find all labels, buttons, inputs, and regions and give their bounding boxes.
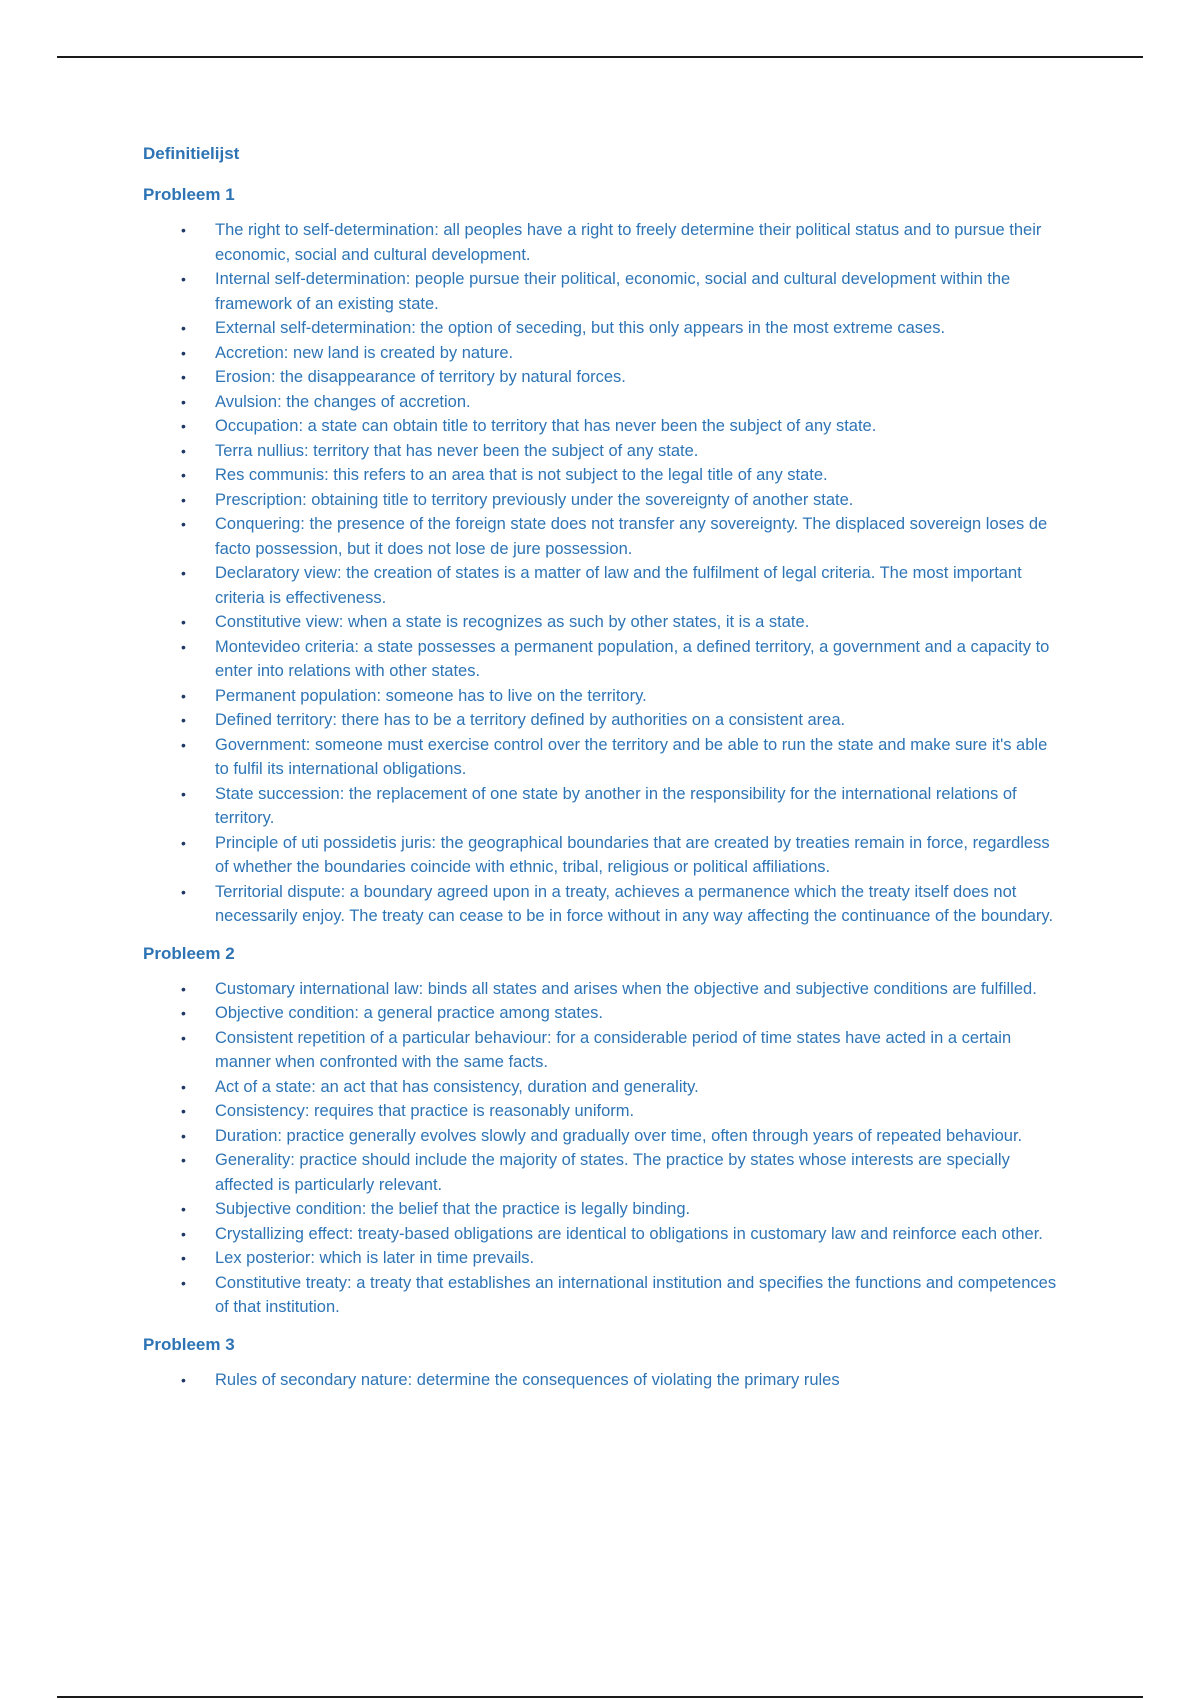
bullet-icon: •	[181, 1371, 186, 1388]
definition-text: Internal self-determination: people pursue their political, economic, social and cultural development within the framework of an existing state.	[215, 270, 1011, 313]
definition-text: Rules of secondary nature: determine the consequences of violating the primary rules	[215, 1370, 840, 1389]
bullet-icon: •	[181, 712, 186, 728]
bullet-icon: •	[181, 1078, 186, 1095]
definition-text: Avulsion: the changes of accretion.	[215, 392, 471, 411]
bullet-icon: •	[181, 614, 186, 630]
sections-container	[143, 184, 1063, 1392]
bullet-icon: •	[181, 834, 186, 851]
definition-text: The right to self-determination: all peoples have a right to freely determine their political status and to pursue their economic, social and cultural development.	[215, 221, 1042, 264]
bullet-icon: •	[181, 1103, 186, 1119]
section-heading: Probleem 1	[143, 185, 235, 204]
definition-item	[181, 1124, 1063, 1149]
bullet-icon: •	[181, 785, 186, 802]
definition-text: Consistent repetition of a particular behaviour: for a considerable period of time states have acted in a certain manner when confronted with the same facts.	[215, 1028, 1012, 1071]
bullet-icon: •	[181, 222, 186, 238]
definition-text: Territorial dispute: a boundary agreed upon in a treaty, achieves a permanence which the treaty itself does not necessarily enjoy. The treaty can cease to be in force without in any way affecting the continuance of the boundary.	[215, 882, 1054, 925]
definition-item	[181, 831, 1063, 880]
definition-item	[181, 1246, 1063, 1271]
definition-text: Constitutive view: when a state is recognizes as such by other states, it is a state.	[215, 613, 810, 631]
bullet-icon: •	[181, 1274, 186, 1291]
definition-item	[181, 414, 1063, 439]
bullet-icon: •	[181, 393, 186, 410]
definition-text: Constitutive treaty: a treaty that establishes an international institution and specifies the functions and competences of that institution.	[215, 1273, 1057, 1316]
bullet-icon: •	[181, 1201, 186, 1217]
document-body	[143, 143, 1063, 1406]
bullet-icon: •	[181, 418, 186, 434]
definition-item	[181, 316, 1063, 341]
bullet-icon: •	[181, 442, 186, 459]
definition-item	[181, 610, 1063, 635]
definition-text: Res communis: this refers to an area that is not subject to the legal title of any state.	[215, 466, 828, 484]
definition-text: Duration: practice generally evolves slowly and gradually over time, often through years of repeated behaviour.	[215, 1126, 1023, 1145]
definition-item	[181, 977, 1063, 1002]
bullet-icon: •	[181, 467, 186, 483]
definition-text: Lex posterior: which is later in time prevails.	[215, 1249, 535, 1267]
definition-text: Defined territory: there has to be a territory defined by authorities on a consistent area.	[215, 711, 846, 729]
bullet-icon: •	[181, 638, 186, 655]
bullet-icon: •	[181, 320, 186, 336]
bullet-icon: •	[181, 980, 186, 997]
definition-item	[181, 1197, 1063, 1222]
definition-text: Accretion: new land is created by nature.	[215, 343, 514, 362]
bullet-icon: •	[181, 565, 186, 581]
definition-list	[143, 977, 1063, 1320]
definition-item	[181, 1271, 1063, 1320]
definition-item	[181, 782, 1063, 831]
bullet-icon: •	[181, 1250, 186, 1266]
definition-text: Conquering: the presence of the foreign state does not transfer any sovereignty. The displaced sovereign loses de facto possession, but it does not lose de jure possession.	[215, 515, 1048, 558]
bullet-icon: •	[181, 344, 186, 361]
bottom-divider	[57, 1696, 1143, 1698]
document-title: Definitielijst	[143, 144, 240, 163]
definition-item	[181, 365, 1063, 390]
definition-item	[181, 439, 1063, 464]
definition-item	[181, 488, 1063, 513]
definition-item	[181, 267, 1063, 316]
definition-item	[181, 1026, 1063, 1075]
definition-item	[181, 684, 1063, 709]
definition-text: Objective condition: a general practice among states.	[215, 1004, 603, 1022]
definition-item	[181, 1368, 1063, 1393]
definition-item	[181, 1148, 1063, 1197]
definition-item	[181, 1075, 1063, 1100]
definition-text: Act of a state: an act that has consistency, duration and generality.	[215, 1077, 699, 1096]
bullet-icon: •	[181, 369, 186, 385]
bullet-icon: •	[181, 491, 186, 508]
definition-text: Prescription: obtaining title to territory previously under the sovereignty of another state.	[215, 490, 854, 509]
bullet-icon: •	[181, 1029, 186, 1046]
definition-text: Terra nullius: territory that has never been the subject of any state.	[215, 441, 699, 460]
definition-text: External self-determination: the option of seceding, but this only appears in the most extreme cases.	[215, 319, 946, 337]
definition-item	[181, 708, 1063, 733]
section-heading: Probleem 3	[143, 1334, 235, 1354]
definition-text: State succession: the replacement of one state by another in the responsibility for the international relations of territory.	[215, 784, 1017, 827]
definition-text: Erosion: the disappearance of territory by natural forces.	[215, 368, 626, 386]
definition-item	[181, 341, 1063, 366]
definition-text: Crystallizing effect: treaty-based obligations are identical to obligations in customary law and reinforce each other.	[215, 1224, 1043, 1243]
bullet-icon: •	[181, 516, 186, 532]
definition-list	[143, 1368, 1063, 1393]
definition-item	[181, 1222, 1063, 1247]
definition-text: Principle of uti possidetis juris: the geographical boundaries that are created by treaties remain in force, regardless of whether the boundaries coincide with ethnic, tribal, religious or political affiliations.	[215, 833, 1050, 876]
bullet-icon: •	[181, 1127, 186, 1144]
definition-text: Permanent population: someone has to live on the territory.	[215, 686, 647, 705]
bullet-icon: •	[181, 687, 186, 704]
definition-item	[181, 635, 1063, 684]
definition-text: Subjective condition: the belief that the practice is legally binding.	[215, 1200, 691, 1218]
definition-item	[181, 390, 1063, 415]
bullet-icon: •	[181, 1005, 186, 1021]
definition-text: Consistency: requires that practice is reasonably uniform.	[215, 1102, 635, 1120]
definition-text: Declaratory view: the creation of states is a matter of law and the fulfilment of legal criteria. The most important criteria is effectiveness.	[215, 564, 1022, 607]
definition-item	[181, 880, 1063, 929]
definition-item	[181, 512, 1063, 561]
definition-item	[181, 463, 1063, 488]
definition-text: Occupation: a state can obtain title to territory that has never been the subject of any state.	[215, 417, 877, 435]
definition-text: Montevideo criteria: a state possesses a permanent population, a defined territory, a government and a capacity to enter into relations with other states.	[215, 637, 1050, 680]
bullet-icon: •	[181, 271, 186, 287]
definition-list	[143, 218, 1063, 929]
definition-item	[181, 1099, 1063, 1124]
definition-item	[181, 218, 1063, 267]
definition-item	[181, 1001, 1063, 1026]
definition-text: Government: someone must exercise control over the territory and be able to run the state and make sure it's able to fulfil its international obligations.	[215, 735, 1048, 778]
top-divider	[57, 56, 1143, 58]
definition-text: Generality: practice should include the majority of states. The practice by states whose interests are specially affected is particularly relevant.	[215, 1151, 1010, 1194]
bullet-icon: •	[181, 1225, 186, 1242]
definition-text: Customary international law: binds all states and arises when the objective and subjective conditions are fulfilled.	[215, 979, 1037, 998]
bullet-icon: •	[181, 736, 186, 753]
bullet-icon: •	[181, 883, 186, 900]
definition-item	[181, 733, 1063, 782]
definition-item	[181, 561, 1063, 610]
bullet-icon: •	[181, 1152, 186, 1168]
section-heading: Probleem 2	[143, 943, 235, 963]
